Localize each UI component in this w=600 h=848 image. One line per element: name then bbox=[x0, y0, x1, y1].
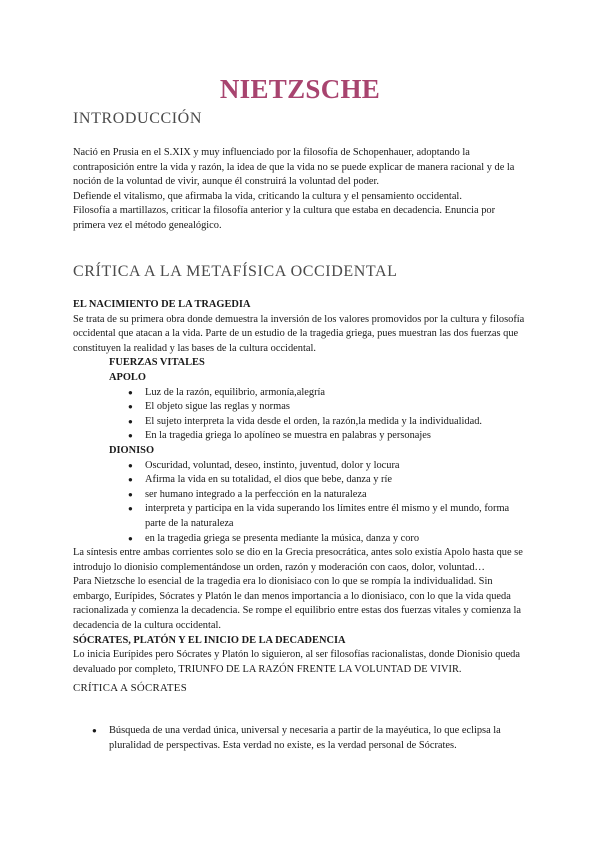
list-item: ● Oscuridad, voluntad, deseo, instinto, juventud, dolor y locura bbox=[145, 459, 528, 474]
list-item: ● El objeto sigue las reglas y normas bbox=[145, 400, 528, 415]
dioniso-list bbox=[73, 459, 528, 547]
socrates-text: Lo inicia Eurípides pero Sócrates y Platón lo siguieron, al ser filosofías racionalistas, donde Dionisio queda devaluado por completo, TRIUNFO DE LA RAZÓN FRENTE LA VOLUNTAD DE VIVIR. bbox=[73, 649, 520, 675]
socrates-heading: SÓCRATES, PLATÓN Y EL INICIO DE LA DECADENCIA bbox=[73, 634, 346, 646]
critica-socrates-list bbox=[73, 724, 528, 753]
critica-section bbox=[73, 298, 528, 677]
para-nietzsche-text: Para Nietzsche lo esencial de la tragedia era lo dionisiaco con lo que se rompía la individualidad. Sin embargo, Eurípides, Sócrates y Platón le dan menos importancia a lo dionisiaco, con lo que la vida queda racionalizada y comienza la decadencia. Se rompe el equilibrio entre estas dos fuerzas vitales y comienza la decadencia de la cultura occidental. bbox=[73, 576, 522, 632]
intro-paragraph-2: Defiende el vitalismo, que afirmaba la vida, criticando la cultura y el pensamiento occidental. bbox=[73, 190, 462, 202]
list-item: ● en la tragedia griega se presenta mediante la música, danza y coro bbox=[145, 532, 528, 547]
intro-heading: INTRODUCCIÓN bbox=[73, 110, 202, 127]
document-title: NIETZSCHE bbox=[219, 74, 381, 104]
nacimiento-heading: EL NACIMIENTO DE LA TRAGEDIA bbox=[73, 299, 251, 310]
list-item: ● En la tragedia griega lo apolíneo se muestra en palabras y personajes bbox=[145, 429, 528, 444]
apolo-list bbox=[73, 386, 528, 444]
list-item: ● ser humano integrado a la perfección en la naturaleza bbox=[145, 488, 528, 503]
dioniso-heading: DIONISO bbox=[109, 444, 155, 456]
list-item: ● Luz de la razón, equilibrio, armonía,alegría bbox=[145, 386, 528, 401]
critica-heading: CRÍTICA A LA METAFÍSICA OCCIDENTAL bbox=[73, 263, 398, 280]
fuerzas-heading: FUERZAS VITALES bbox=[109, 357, 205, 369]
apolo-heading: APOLO bbox=[109, 371, 146, 383]
list-item: ● Búsqueda de una verdad única, universal y necesaria a partir de la mayéutica, lo que eclipsa la pluralidad de perspectivas. Esta verdad no existe, es la verdad personal de Sócrates. bbox=[109, 724, 528, 753]
list-item: ● Afirma la vida en su totalidad, el dios que bebe, danza y ríe bbox=[145, 473, 528, 488]
nacimiento-text: Se trata de su primera obra donde demuestra la inversión de los valores promovidos por la cultura y filosofía occidental que atacan a la vida. Parte de un estudio de la tragedia griega, pues muestran las dos fuerzas que constituyen la realidad y las bases de la cultura occidental. bbox=[73, 313, 525, 354]
list-item: ● El sujeto interpreta la vida desde el orden, la razón,la medida y la individualidad. bbox=[145, 415, 528, 430]
intro-paragraph-1: Nació en Prusia en el S.XIX y muy influenciado por la filosofía de Schopenhauer, adoptando la contraposición entre la vida y razón, la idea de que la vida no se puede explicar de manera racional y de la noción de la voluntad de vivir, aunque él construirá la voluntad del poder. bbox=[73, 147, 515, 188]
list-item: ● interpreta y participa en la vida superando los límites entre él mismo y el mundo, forma parte de la naturaleza bbox=[145, 502, 528, 531]
critica-socrates-heading: CRÍTICA A SÓCRATES bbox=[73, 682, 187, 694]
intro-section bbox=[73, 146, 528, 234]
critica-socrates-section bbox=[73, 724, 528, 753]
intro-paragraph-3: Filosofía a martillazos, criticar la filosofía anterior y la cultura que estaba en decadencia. Enuncia por primera vez el método genealógico. bbox=[73, 205, 496, 231]
sintesis-text: La síntesis entre ambas corrientes solo se dio en la Grecia presocrática, antes solo existía Apolo hasta que se introdujo lo dionisio complementándose un orden, razón y moderación con caos, dolor, voluntad… bbox=[73, 547, 523, 573]
